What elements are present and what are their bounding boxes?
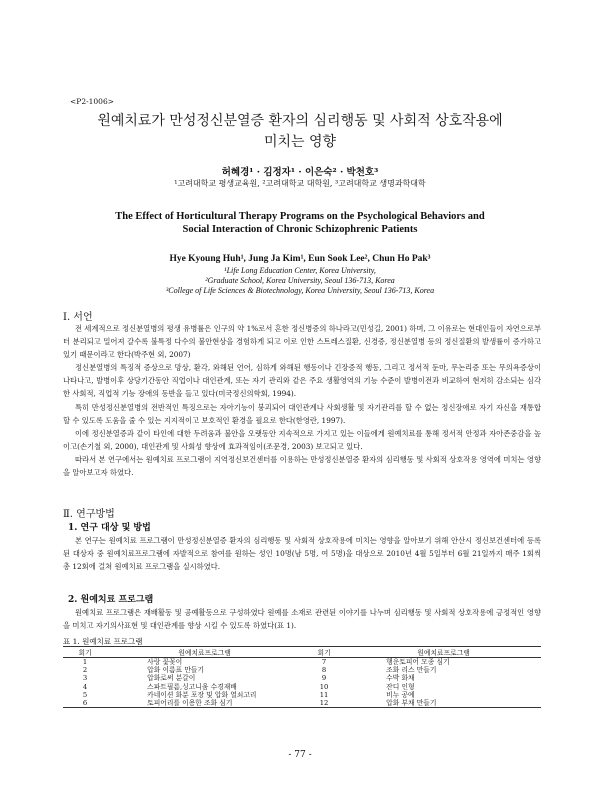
section2-heading: Ⅱ. 연구방법 xyxy=(63,509,115,520)
korean-title-line1: 원예치료가 만성정신분열증 환자의 심리행동 및 사회적 상호작용에 xyxy=(97,113,503,129)
program-name: 수박 화채 xyxy=(386,674,415,683)
korean-title-line2: 미치는 영향 xyxy=(263,134,337,150)
korean-authors: 허혜경¹ · 김정자¹ · 이은숙² · 박천호³ xyxy=(221,167,379,178)
session-number: 1 xyxy=(82,658,88,666)
session-number: 12 xyxy=(302,699,346,708)
subsection1-heading: 1. 연구 대상 및 방법 xyxy=(68,523,151,533)
table1-caption: 표 1. 원예치료 프로그램 xyxy=(63,637,143,646)
session-number: 11 xyxy=(319,690,329,699)
section1-paragraph-3: 특히 만성정신분열병의 전반적인 특징으로는 자아기능이 붕괴되어 대인관계나 사회생활 및 자기관리를 할 수 없는 정신장애로 자기 자신을 재통합 할 수 있도록 도움을 줄 수 있는 지지적이고 보호적인 환경을 필요로 한다(한영란, 1997). xyxy=(63,402,541,425)
subsection2-body xyxy=(63,606,541,632)
table-row xyxy=(63,666,541,674)
program-name: 스파트필름,싱고니움 수경재배 xyxy=(147,682,237,691)
subsection1-body xyxy=(63,534,541,573)
program-name: 카네이션 화분 포장 및 압화 열쇠고리 xyxy=(147,690,257,699)
session-number: 7 xyxy=(321,658,327,666)
english-title-line2: Social Interaction of Chronic Schizophrenic Patients xyxy=(182,224,418,235)
table-row xyxy=(63,674,541,682)
session-number: 2 xyxy=(82,666,88,675)
program-name: 잔디 인형 xyxy=(386,682,415,691)
english-authors: Hye Kyoung Huh¹, Jung Ja Kim¹, Eun Sook Lee², Chun Ho Pak³ xyxy=(169,254,431,264)
page-number: - 77 - xyxy=(288,750,312,760)
table-row xyxy=(63,699,541,708)
session-number: 9 xyxy=(321,674,327,683)
subsection2-paragraph: 원예치료 프로그램은 재배활동 및 공예활동으로 구성하였다 원예를 소재로 관련된 이야기를 나누며 심리행동 및 사회적 상호작용에 긍정적인 영향을 미치고 자기의사표현 및 대인관계를 향상 시킬 수 있도록 하였다(표 1). xyxy=(63,608,541,631)
section1-paragraph-1: 전 세계적으로 정신분열병의 평생 유병률은 인구의 약 1%로서 흔한 정신병증의 하나라고(민성길, 2001) 하며, 그 이유로는 현대인들이 자연으로부터 분리되고 밀어져 갈수록 불특정 다수의 불안현상을 경험하게 되고 이로 인한 스트레스질환, 신경증, 정신분열병 등의 정신질환의 발생률이 증가하고 있기 때문이라고 한다(박주현 외, 2007) xyxy=(63,324,541,360)
session-number: 6 xyxy=(63,699,107,708)
header-program-right: 원예치료프로그램 xyxy=(346,647,541,658)
header-session-left: 회기 xyxy=(63,647,107,658)
program-name: 토피어리를 이용한 조화 심기 xyxy=(107,699,302,708)
session-number: 10 xyxy=(319,682,329,691)
session-number: 3 xyxy=(82,674,88,683)
table-row xyxy=(63,658,541,667)
table-header-row xyxy=(63,647,541,658)
program-name: 압화 이름표 만들기 xyxy=(147,666,205,675)
session-number: 5 xyxy=(82,690,88,699)
header-program-left: 원예치료프로그램 xyxy=(107,647,302,658)
table-row xyxy=(63,691,541,699)
subsection1-paragraph: 본 연구는 원예치료 프로그램이 만성정신분열증 환자의 심리행동 및 사회적 상호작용에 미치는 영향을 알아보기 위해 안산시 정신보건센터에 등록된 대상자 중 원예치료프로그램에 자발적으로 참여를 원하는 성인 10명(남 5명, 여 5명)을 대상으로 2010년 4월 5일부터 6월 21일까지 매주 1회씩 총 12회에 걸쳐 원예치료 프로그램을 실시하였다. xyxy=(63,536,541,572)
program-name: 비누 공예 xyxy=(386,690,415,699)
korean-affiliations: ¹고려대학교 평생교육원, ²고려대학교 대학원, ³고려대학교 생명과학대학 xyxy=(174,179,426,188)
program-name: 압화 부채 만들기 xyxy=(346,699,541,708)
subsection2-heading: 2. 원예치료 프로그램 xyxy=(68,595,154,605)
header-session-right: 회기 xyxy=(302,647,346,658)
program-table xyxy=(63,646,541,708)
program-name: 조화 리스 만들기 xyxy=(386,666,437,675)
program-name: 행운토피어 모종 심기 xyxy=(386,658,450,666)
paper-code: <P2-1006> xyxy=(70,97,115,106)
english-affiliation-2: ²Graduate School, Korea University, Seoul 136-713, Korea xyxy=(205,276,395,285)
section1-heading: Ⅰ. 서언 xyxy=(63,312,93,323)
session-number: 4 xyxy=(82,682,88,691)
section1-paragraph-4: 이에 정신분열증과 같이 타인에 대한 두려움과 불안을 오랫동안 지속적으로 가지고 있는 이들에게 원예치료를 통해 정서적 안정과 자아존중감을 높이고(손기철 외, 2000), 대인관계 및 사회성 향상에 효과적임이(조문경, 2003) 보고되고 있다. xyxy=(63,428,541,451)
session-number: 8 xyxy=(321,666,327,675)
english-title-line1: The Effect of Horticultural Therapy Programs on the Psychological Behaviors and xyxy=(115,211,485,222)
table-row xyxy=(63,683,541,691)
section1-paragraph-2: 정신분열병의 특징적 증상으로 망상, 환각, 와해된 언어, 심하게 와해된 행동이나 긴장증적 행동, 그리고 정서적 둔마, 무논리증 또는 무의욕증상이 나타나고, 발병이후 상당기간동안 직업이나 대인관계, 또는 자기 관리와 같은 주요 생활영역의 기능 수준이 발병이전과 비교하여 현저히 감소되는 심각한 사회적, 직업적 기능 장애의 동반을 들고 있다(미국정신의학회, 1994). xyxy=(63,363,541,399)
english-affiliation-1: ¹Life Long Education Center, Korea University, xyxy=(224,266,376,275)
section1-paragraph-5: 따라서 본 연구에서는 원예치료 프로그램이 지역정신보건센터를 이용하는 만성정신분열증 환자의 심리행동 및 사회적 상호작용 영역에 미치는 영향을 알아보고자 하였다. xyxy=(63,454,541,478)
program-name: 사랑 꽃꽂이 xyxy=(147,658,183,666)
english-affiliation-3: ³College of Life Sciences & Biotechnology, Korea University, Seoul 136-713, Korea xyxy=(165,286,435,295)
program-name: 압화로써 분갈이 xyxy=(147,674,196,683)
section1-body xyxy=(63,322,541,479)
